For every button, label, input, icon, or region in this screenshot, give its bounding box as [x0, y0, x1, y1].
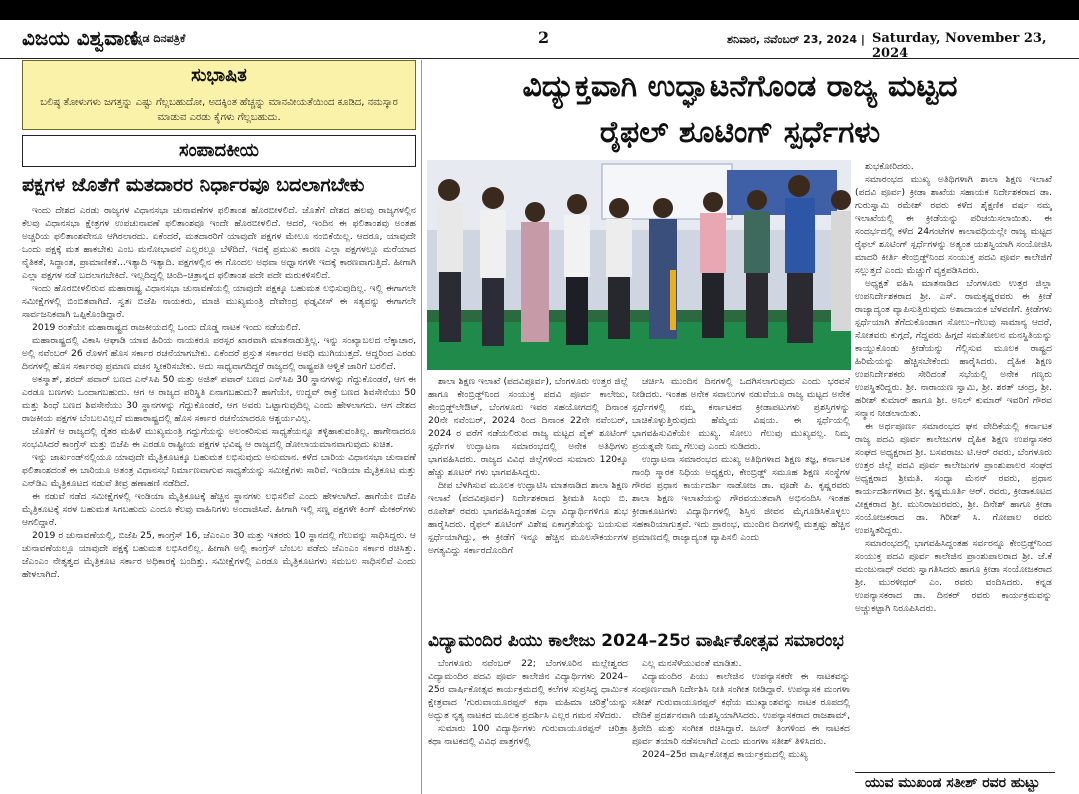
second-story-headline: ವಿದ್ಯಾಮಂದಿರ ಪಿಯು ಕಾಲೇಜು 2024–25ರ ವಾರ್ಷಿಕೋತ್ಸವ ಸಮಾರಂಭ	[428, 631, 844, 651]
feature-paragraph: ಶುಭಕೋರಿದರು.	[865, 161, 914, 172]
feature-paragraph: ಅಧ್ಯಕ್ಷತೆ ವಹಿಸಿ ಮಾತನಾಡಿದ ಬೆಂಗಳೂರು ಉತ್ತರ ಜಿಲ್ಲಾ ಉಪನಿರ್ದೇಶಕರಾದ ಶ್ರೀ. ಎಸ್. ರಾಮಕೃಷ್ಣರವರು ಈ ಕ್ರೀಡೆ ರಾಜ್ಯಾದ್ಯಂತ ವ್ಯಾಪಿಸುತ್ತಿರುವುದು ಅಶಾದಾಯಕ ಬೆಳವಣಿಗೆ. ಕ್ರೀಡೆಗಳು ಸ್ಪರ್ಧೆಯಾಗಿ ತೆಗೆದುಕೊಂಡಾಗ ಸೋಲು–ಗೆಲುವು ಸಾಮಾನ್ಯ ಆದರೆ, ಸೋತವರು ಕುಗ್ಗದೆ, ಗೆದ್ದವರು ಹಿಗ್ಗದೆ ಸಮತೋಲನ ಮನಸ್ಥಿತಿಯನ್ನು ಕಾಯ್ದುಕೊಂಡು ಕ್ರೀಡೆಯನ್ನು ಗೆಲ್ಲಿಸುವ ಮೂಲಕ ರಾಷ್ಟ್ರದ ಹಿರಿಮೆಯನ್ನು ಹೆಚ್ಚಿಸಬೇಕೆಂದು ಹಾರೈಸಿದರು. ದೈಹಿಕ ಶಿಕ್ಷಣ ಉಪನಿರ್ದೇಶಕರು ಸೇರಿದಂತೆ ಸಭೆಯಲ್ಲಿ ಅನೇಕ ಗಣ್ಯರು ಉಪಸ್ಥಿತರಿದ್ದರು. ಶ್ರೀ. ನಾರಾಯಣ ಸ್ವಾಮಿ, ಶ್ರೀ. ಶರತ್ ಚಂದ್ರ, ಶ್ರೀ. ಹರೀಶ್ ಕುಮಾರ್ ಹಾಗೂ ಶ್ರೀ. ಅನಿಲ್ ಕುಮಾರ್ ಇವರಿಗೆ ಗೌರವ ಸನ್ಮಾನ ನೀಡಲಾಯಿತು.	[855, 278, 1052, 419]
box-story-headline: ಯುವ ಮುಖಂಡ ಸತೀಶ್ ರವರ ಹುಟ್ಟು	[855, 772, 1055, 794]
second-story-paragraph: 2024–25ರ ವಾರ್ಷಿಕೋತ್ಸವ ಕಾರ್ಯಕ್ರಮದಲ್ಲಿ ಮುಖ್ಯ	[642, 749, 808, 760]
second-story-column-2	[632, 657, 850, 794]
masthead	[0, 20, 1079, 59]
editorial-paragraph: ಜೊತೆಗೆ ಆ ರಾಜ್ಯದಲ್ಲಿ ರೈತರ ಮಹಿಳೆ ಮುಖ್ಯಮಂತ್ರಿ ಗದ್ದುಗೆಯನ್ನು ಅಲಂಕರಿಸುವ ಸಾಧ್ಯತೆಯನ್ನೂ ತಳ್ಳಿಹಾಕುವಂತಿಲ್ಲ. ಹಾಗೇನಾದರೂ ಸಂಭವಿಸಿದರೆ ಕಾಂಗ್ರೆಸ್ ಮತ್ತು ಬಿಜೆಪಿ ಈ ಎರಡೂ ರಾಷ್ಟ್ರೀಯ ಪಕ್ಷಗಳ ಭವಿಷ್ಯ ಆ ರಾಜ್ಯದಲ್ಲಿ ಡೋಲಾಯಮಾನವಾಗುವುದು ಖಚಿತ.	[22, 426, 416, 450]
page-number: 2	[538, 28, 550, 47]
feature-column-3	[855, 160, 1052, 788]
editorial-label-box	[22, 135, 416, 167]
second-story-column-1	[428, 657, 628, 794]
editorial-body	[22, 204, 416, 794]
editorial-paragraph: ಮಹಾರಾಷ್ಟ್ರದಲ್ಲಿ ವಿಕಾಸಿ ಆಘಾಡಿ ಯಾವ ಹಿರಿಯ ನಾಯಕರೂ ಪರಸ್ಪರ ಖಾರವಾಗಿ ಮಾತನಾಡುತ್ತಿಲ್ಲ. ಇನ್ನು ಸಂಖ್ಯಾಬಲದ ಲೆಕ್ಕಾಚಾರ, ಅಲ್ಲಿ ನವೆಂಬರ್ 26 ರೊಳಗೆ ಹೊಸ ಸರ್ಕಾರ ರಚನೆಯಾಗಬೇಕು. ಏಕೆಂದರೆ ಪ್ರಸ್ತುತ ಸರ್ಕಾರದ ಅವಧಿ ಮುಗಿಯುತ್ತದೆ. ಆದ್ದರಿಂದ ಎರಡು ದಿನಗಳಲ್ಲಿ ಹೊಸ ಸರ್ಕಾರವು ಪ್ರಮಾಣ ವಚನ ಸ್ವೀಕರಿಸಬೇಕು. ಅದು ಸಾಧ್ಯವಾಗದಿದ್ದರೆ ರಾಜ್ಯದಲ್ಲಿ ರಾಷ್ಟ್ರಪತಿ ಆಳ್ವಿಕೆ ಜಾರಿಗೆ ಬರಲಿದೆ.	[22, 335, 416, 372]
feature-column-1	[428, 375, 628, 625]
second-story-paragraph: ಬೆಂಗಳೂರು ನವೆಂಬರ್ 22; ಬೆಂಗಳೂರಿನ ಮಲ್ಲೇಶ್ವರದ ವಿದ್ಯಾಮಂದಿರ ಪದವಿ ಪೂರ್ವ ಕಾಲೇಜಿನ ವಿದ್ಯಾರ್ಥಿಗಳು 2024–25ರ ವಾರ್ಷಿಕೋತ್ಸವ ಕಾರ್ಯಕ್ರಮದಲ್ಲಿ ಕಲೆಗಳ ಸುಪ್ರಸಿದ್ಧ ಧಾರ್ಮಿಕ ಕ್ಷೇತ್ರವಾದ 'ಗುರುವಾಯೂರಪ್ಪನ್ ಕಥಾ ಮಹಿಮಾ ಚರಿತ್ರೆ'ಯನ್ನು ಅದ್ಭುತ ನೃತ್ಯ ನಾಟಕದ ಮೂಲಕ ಪ್ರದರ್ಶಿಸಿ ಎಲ್ಲರ ಗಮನ ಸೆಳೆದರು.	[428, 658, 628, 721]
feature-headline	[425, 64, 1055, 156]
subhashita-title: ಸುಭಾಷಿತ	[191, 65, 247, 86]
date-kannada: ಶನಿವಾರ, ನವೆಂಬರ್ 23, 2024 |	[727, 33, 865, 46]
subhashita-text: ಬಲಿಷ್ಠ ತೋಳುಗಳು ಜಗತ್ತನ್ನು ಎಷ್ಟು ಗೆಲ್ಲಬಹುದೋ, ಅದಕ್ಕಿಂತ ಹೆಚ್ಚನ್ನು ಮಾನವೀಯತೆಯಿಂದ ಕೂಡಿದ, ನಮಸ್ಕಾರ ಮಾಡುವ ಎರಡು ಕೈಗಳು ಗೆಲ್ಲಬಹುದು.	[40, 97, 398, 123]
second-story-paragraph: ಸುಮಾರು 100 ವಿದ್ಯಾರ್ಥಿಗಳು ಗುರುವಾಯೂರಪ್ಪನ್ ಚರಿತ್ರಾ ಕಥಾ ನಾಟಕದಲ್ಲಿ ವಿವಿಧ ಪಾತ್ರಗಳಲ್ಲಿ	[428, 723, 628, 747]
editorial-paragraph: ಈ ನಡುವೆ ನಡೆದ ಸಮೀಕ್ಷೆಗಳಲ್ಲಿ ಇಂಡಿಯಾ ಮೈತ್ರಿಕೂಟಕ್ಕೆ ಹೆಚ್ಚಿನ ಸ್ಥಾನಗಳು ಲಭಿಸಲಿವೆ ಎಂದು ಹೇಳಲಾಗಿದೆ. ಹಾಗೆಯೇ ಬಿಜೆಪಿ ಮೈತ್ರಿಕೂಟಕ್ಕೆ ಸರಳ ಬಹುಮತ ಸಿಗಬಹುದು ಎಂದೂ ಕೆಲವು ವಾಹಿನಿಗಳು ಅಂದಾಜಿಸಿವೆ. ಹೀಗಾಗಿ ಇಲ್ಲಿ ಸಣ್ಣ ಪಕ್ಷಗಳೇ ಕಿಂಗ್ ಮೇಕರ್‌ಗಳು ಆಗಲಿದ್ದಾರೆ.	[22, 491, 416, 528]
feature-paragraph: ಈ ಅರ್ಥಪೂರ್ಣ ಸಮಾರಂಭದ ಘನ ವೇದಿಕೆಯಲ್ಲಿ ಕರ್ನಾಟಕ ರಾಜ್ಯ ಪದವಿ ಪೂರ್ವ ಕಾಲೇಜುಗಳ ದೈಹಿಕ ಶಿಕ್ಷಣ ಉಪನ್ಯಾಸಕರ ಸಂಘದ ಅಧ್ಯಕ್ಷರಾದ ಶ್ರೀ. ಬಸವರಾಜು ಟಿ.ಆರ್ ರವರು, ಬೆಂಗಳೂರು ಉತ್ತರ ಜಿಲ್ಲೆ ಪದವಿ ಪೂರ್ವ ಕಾಲೇಜುಗಳ ಪ್ರಾಂಶುಪಾಲರ ಸಂಘದ ಅಧ್ಯಕ್ಷರಾದ ಶ್ರೀಮತಿ. ಸಂಧ್ಯಾ ಮೆನನ್ ರವರು, ಪ್ರಧಾನ ಕಾರ್ಯದರ್ಶಿಗಳಾದ ಶ್ರೀ. ಕೃಷ್ಣಮೂರ್ತಿ ಆರ್. ರವರು, ಕ್ರೀಡಾಕೂಟದ ವೀಕ್ಷಕರಾದ ಶ್ರೀ. ಮುನಿರಾಜುರವರು, ಶ್ರೀ. ದಿನೇಶ್ ಹಾಗೂ ಕ್ರೀಡಾ ಸಂಯೋಜಕರಾದ ಡಾ. ಗಿರೀಶ್ ಸಿ. ಗೋಪಾಲ ರವರು ಉಪಸ್ಥಿತರಿದ್ದರು.	[855, 421, 1052, 536]
editorial-paragraph: ಅಕಸ್ಮಾತ್, ಶರದ್ ಪವಾರ್ ಬಣದ ಎನ್‌ಸಿಪಿ 50 ಮತ್ತು ಅಜಿತ್ ಪವಾರ್ ಬಣದ ಎನ್‌ಸಿಪಿ 30 ಸ್ಥಾನಗಳನ್ನು ಗೆದ್ದುಕೊಂಡರೆ, ಆಗ ಈ ಎರಡೂ ಬಣಗಳು ಒಂದಾಗಬಹುದು. ಆಗ ಆ ರಾಜ್ಯದ ಪರಿಸ್ಥಿತಿ ಏನಾಗಬಹುದು? ಹಾಗೆಯೇ, ಉದ್ಧವ್ ಠಾಕ್ರೆ ಬಣದ ಶಿವಸೇನೆಯು 50 ಮತ್ತು ಶಿಂಧೆ ಬಣದ ಶಿವಸೇನೆಯು 30 ಸ್ಥಾನಗಳನ್ನು ಗೆದ್ದುಕೊಂಡರೆ, ಆಗ ಅವರು ಒಟ್ಟಾಗುವುದಿಲ್ಲ ಎಂದು ಹೇಳಲಾಗದು. ಆಗ ದೇಶದ ರಾಜಕೀಯ ಪಕ್ಷಗಳ ಬೆಂಬಲವಿಲ್ಲದೆ ಮಹಾರಾಷ್ಟ್ರದಲ್ಲಿ ಹೊಸ ಸರ್ಕಾರ ರಚನೆಯಾದರೂ ಆಶ್ಚರ್ಯವಿಲ್ಲ.	[22, 374, 416, 424]
editorial-paragraph: ಇನ್ನು ಜಾರ್ಖಂಡ್‌ನಲ್ಲಿಯೂ ಯಾವುದೇ ಮೈತ್ರಿಕೂಟಕ್ಕೂ ಬಹುಮತ ಲಭಿಸುವುದು ಅನುಮಾನ. ಕಳೆದ ಬಾರಿಯ ವಿಧಾನಸಭಾ ಚುನಾವಣೆ ಫಲಿತಾಂಶದಂತೆ ಈ ಬಾರಿಯೂ ಅತಂತ್ರ ವಿಧಾನಸಭೆ ನಿರ್ಮಾಣವಾಗುವ ಸಾಧ್ಯತೆಯನ್ನು ಸಮೀಕ್ಷೆಗಳು ಸಾರಿವೆ. ಇಂಡಿಯಾ ಮೈತ್ರಿಕೂಟ ಮತ್ತು ಎನ್‌ಡಿಎ ಮೈತ್ರಿಕೂಟದ ನಡುವೆ ತೀವ್ರ ಹಣಾಹಣಿ ನಡೆದಿದೆ.	[22, 452, 416, 489]
subhashita-box	[22, 60, 416, 130]
feature-column-2	[632, 375, 850, 625]
newspaper-brand: ವಿಜಯ ವಿಶ್ವವಾಣಿ	[22, 26, 139, 50]
event-photo	[427, 160, 851, 370]
feature-paragraph: ಉದ್ಘಾಟನಾ ಸಮಾರಂಭದ ಮುಖ್ಯ ಅತಿಥಿಗಳಾದ ಶಿಕ್ಷಣ ತಜ್ಞ, ಕರ್ನಾಟಕ ಗಾಂಧಿ ಸ್ಮಾರಕ ನಿಧಿಯ ಅಧ್ಯಕ್ಷರು, ಕೇಂಬ್ರಿಡ್ಜ್ ಸಮೂಹ ಶಿಕ್ಷಣ ಸಂಸ್ಥೆಗಳ ಗೌರವ ಪ್ರಧಾನ ಕಾರ್ಯದರ್ಶಿ ನಾಡೋಜ ಡಾ. ವೂಡೇ ಪಿ. ಕೃಷ್ಣರವರು ಶಾಲಾ ಶಿಕ್ಷಣ ಇಲಾಖೆಯನ್ನು ಗೌರವಯುತವಾಗಿ ಅಭಿನಂದಿಸಿ ಇಂತಹ ಕ್ರೀಡಾಕೂಟಗಳು ವಿದ್ಯಾರ್ಥಿಗಳಲ್ಲಿ ಶಿಸ್ತಿನ ಜೀವನ ಮೈಗೂಡಿಸಿಕೊಳ್ಳಲು ಸಹಕಾರಿಯಾಗುತ್ತವೆ. ಇದು ಪ್ರಾರಂಭ, ಮುಂದಿನ ದಿನಗಳಲ್ಲಿ ಮತ್ತಷ್ಟು ಹೆಚ್ಚಿನ ಪ್ರಮಾಣದಲ್ಲಿ ರಾಜ್ಯಾದ್ಯಂತ ವ್ಯಾಪಿಸಲಿ ಎಂದು	[632, 454, 850, 543]
editorial-paragraph: ಇಂದು ದೇಶದ ಎರಡು ರಾಜ್ಯಗಳ ವಿಧಾನಸಭಾ ಚುನಾವಣೆಗಳ ಫಲಿತಾಂಶ ಹೊರಬೀಳಲಿದೆ. ಜೊತೆಗೆ ದೇಶದ ಹಲವು ರಾಜ್ಯಗಳಲ್ಲಿನ ಕೆಲವು ವಿಧಾನಸಭಾ ಕ್ಷೇತ್ರಗಳ ಉಪಚುನಾವಣೆ ಫಲಿತಾಂಶವೂ ಇಂದೇ ಹೊರಬೀಳಲಿದೆ. ಆದರೆ, ಇಂದಿನ ಈ ಫಲಿತಾಂಶವು ಅಂತಹ ಅಚ್ಚರಿಯ ಫಲಿತಾಂಶವೇನೂ ಆಗಿರಲಾರದು. ಏಕೆಂದರೆ, ಮತದಾರರಿಗೆ ಯಾವುದೇ ಪಕ್ಷಗಳ ಮೇಲೂ ನಂಬಿಕೆಯಿಲ್ಲ. ಆದರೂ, ಯಾವುದೇ ಒಂದು ಪಕ್ಷಕ್ಕೆ ಮತ ಹಾಕಬೇಕು ಎಂಬ ಮನೋಭಾವನೆ ಎಲ್ಲರಲ್ಲೂ ಬೆಳೆದಿದೆ. ಇದಕ್ಕೆ ಪ್ರಮುಖ ಕಾರಣ ಎಲ್ಲಾ ಪಕ್ಷಗಳಲ್ಲೂ ಮರೆಯಾದ ನೈತಿಕತೆ, ಸಿದ್ಧಾಂತ, ಪ್ರಾಮಾಣಿಕತೆ...ಇತ್ಯಾದಿ ಇತ್ಯಾದಿ. ಪಕ್ಷಗಳಲ್ಲಿನ ಈ ಗೊಂದಲ ಅಥವಾ ಅಧ್ವಾನಗಳೇ ಇದಕ್ಕೆ ಕಾರಣವಾಗುತ್ತಿದೆ. ಹೀಗಾಗಿ ಎಲ್ಲಾ ಪಕ್ಷಗಳ ನಡೆ ಬದಲಾಗಬೇಕಿದೆ. ಇಲ್ಲದಿದ್ದಲ್ಲಿ ಚಿಂದಿ–ಚಿತ್ರಾನ್ನದ ಫಲಿತಾಂಶ ಪದೇ ಪದೇ ಮರುಕಳಿಸಲಿದೆ.	[22, 205, 416, 281]
feature-headline-line-2: ರೈಫಲ್ ಶೂಟಿಂಗ್ ಸ್ಪರ್ಧೆಗಳು	[599, 115, 881, 150]
editorial-label: ಸಂಪಾದಕೀಯ	[179, 140, 259, 161]
top-black-bar	[0, 0, 1079, 20]
second-story-paragraph: ಎಲ್ಲ ಮನಸೆಳೆಯುವಂತೆ ಮಾಡಿತು.	[642, 658, 742, 669]
newspaper-brand-subtitle: ಕನ್ನಡ ದಿನಪತ್ರಿಕೆ	[130, 32, 186, 45]
feature-paragraph: ಶಾಲಾ ಶಿಕ್ಷಣ ಇಲಾಖೆ (ಪದವಿಪೂರ್ವ), ಬೆಂಗಳೂರು ಉತ್ತರ ಜಿಲ್ಲೆ ಹಾಗೂ ಕೇಂಬ್ರಿಡ್ಜ್‌ನಿಂದ ಸಂಯುಕ್ತ ಪದವಿ ಪೂರ್ವ ಕಾಲೇಜು, ಕೇಂಬ್ರಿಡ್ಜ್‌ಲೇಔಟ್, ಬೆಂಗಳೂರು ಇವರ ಸಹಯೋಗದಲ್ಲಿ ದಿನಾಂಕ 20ನೇ ನವೆಂಬರ್, 2024 ರಿಂದ ದಿನಾಂಕ 22ನೇ ನವೆಂಬರ್, 2024 ರ ವರೆಗೆ ನಡೆಯಲಿರುವ ರಾಜ್ಯ ಮಟ್ಟದ ಪೈಕ್ ಶೂಟಿಂಗ್ ಸ್ಪರ್ಧೆಗಳ ಉದ್ಘಾಟನಾ ಸಮಾರಂಭದಲ್ಲಿ ಅನೇಕ ಅತಿಥಿಗಳು ಭಾಗವಹಿಸಿದರು. ರಾಜ್ಯದ ವಿವಿಧ ಜಿಲ್ಲೆಗಳಿಂದ ಸುಮಾರು 120ಕ್ಕೂ ಹೆಚ್ಚು ಶೂಟರ್ ಗಳು ಭಾಗವಹಿಸಿದ್ದರು.	[428, 376, 628, 478]
feature-paragraph: ಸಮಾರಂಭದ ಮುಖ್ಯ ಅತಿಥಿಗಳಾಗಿ ಶಾಲಾ ಶಿಕ್ಷಣ ಇಲಾಖೆ (ಪದವಿ ಪೂರ್ವ) ಕ್ರೀಡಾ ಶಾಖೆಯ ಸಹಾಯಕ ನಿರ್ದೇಶಕರಾದ ಡಾ. ಗುರುಸ್ವಾಮಿ ರಮೇಶ್ ರವರು ಕಳೆದ ಶೈಕ್ಷಣಿಕ ವರ್ಷ ನಮ್ಮ ಇಲಾಖೆಯಲ್ಲಿ ಈ ಕ್ರೀಡೆಯನ್ನು ಪರಿಚಯಿಸಲಾಯಿತು. ಈ ಸಂದರ್ಭದಲ್ಲಿ ಕಳೆದ 24ಗಂಟೆಗಳ ಕಾಲಾವಧಿಯಲ್ಲೇ ರಾಜ್ಯ ಮಟ್ಟದ ರೈಫಲ್ ಶೂಟಿಂಗ್ ಸ್ಪರ್ಧೆಗಳನ್ನು ಅತ್ಯಂತ ಯಶಸ್ವಿಯಾಗಿ ಸಂಯೋಜಿಸಿ ಮಾದರಿ ಕೀರ್ತಿ ಕೇಂಬ್ರಿಡ್ಜ್‌ನಿಂದ ಸಂಯುಕ್ತ ಪದವಿ ಪೂರ್ವ ಕಾಲೇಜಿಗೆ ಸಲ್ಲುತ್ತದೆ ಎಂದು ಮೆಚ್ಚುಗೆ ವ್ಯಕ್ತಪಡಿಸಿದರು.	[855, 174, 1052, 276]
date-english: Saturday, November 23, 2024	[872, 31, 1047, 61]
editorial-paragraph: 2019 ರ ಚುನಾವಣೆಯಲ್ಲಿ, ಬಿಜೆಪಿ 25, ಕಾಂಗ್ರೆಸ್ 16, ಜೆಎಂಎಂ 30 ಮತ್ತು ಇತರರು 10 ಸ್ಥಾನದಲ್ಲಿ ಗೆಲುವನ್ನು ಸಾಧಿಸಿದ್ದರು. ಆ ಚುನಾವಣೆಯಲ್ಲೂ ಯಾವುದೇ ಪಕ್ಷಕ್ಕೆ ಬಹುಮತ ಲಭಿಸಿರಲಿಲ್ಲ. ಹೀಗಾಗಿ ಅಲ್ಲಿ ಕಾಂಗ್ರೆಸ್ ಬೆಂಬಲ ಪಡೆದು ಜೆಎಂಎಂ ಸರ್ಕಾರ ರಚಿಸಿತ್ತು. ಜೆಎಂಎಂ ನೇತೃತ್ವದ ಮೈತ್ರಿಕೂಟ ಸರ್ಕಾರ ಅಧಿಕಾರಕ್ಕೆ ಬಂದಿತ್ತು. ಸಮೀಕ್ಷೆಗಳಲ್ಲಿ ಎರಡೂ ಮೈತ್ರಿಕೂಟಗಳು ಸಮಬಲ ಸಾಧಿಸಲಿವೆ ಎಂದು ಹೇಳಲಾಗಿದೆ.	[22, 530, 416, 580]
column-divider	[421, 60, 422, 794]
editorial-paragraph: ಇಂದು ಹೊರಬೀಳಲಿರುವ ಮಹಾರಾಷ್ಟ್ರ ವಿಧಾನಸಭಾ ಚುನಾವಣೆಯಲ್ಲಿ ಯಾವುದೇ ಪಕ್ಷಕ್ಕೂ ಬಹುಮತ ಲಭಿಸುವುದಿಲ್ಲ. ಇಲ್ಲಿ ಈಗಾಗಲೇ ಸಮೀಕ್ಷೆಗಳಲ್ಲಿ ಬಿಂಬಿತವಾಗಿದೆ. ಸ್ವತಃ ಬಿಜೆಪಿ ನಾಯಕರು, ಮಾಜಿ ಮುಖ್ಯಮಂತ್ರಿ ದೇವೇಂದ್ರ ಫಡ್ನವೀಸ್ ಈ ಸತ್ಯವನ್ನು ಈಗಾಗಲೇ ಸಾರ್ವಜನಿಕವಾಗಿ ಒಪ್ಪಿಕೊಂಡಿದ್ದಾರೆ.	[22, 283, 416, 320]
feature-headline-line-1: ವಿದ್ಯುಕ್ತವಾಗಿ ಉದ್ಘಾಟನೆಗೊಂಡ ರಾಜ್ಯ ಮಟ್ಟದ	[522, 69, 958, 104]
feature-paragraph: ದೀಪ ಬೆಳಗಿಸುವ ಮೂಲಕ ಉದ್ಘಾಟಿಸಿ ಮಾತನಾಡಿದ ಶಾಲಾ ಶಿಕ್ಷಣ ಇಲಾಖೆ (ಪದವಿಪೂರ್ವ) ನಿರ್ದೇಶಕರಾದ ಶ್ರೀಮತಿ ಸಿಂಧು ಬಿ. ರೂಪೇಶ್ ರವರು ಭಾಗವಹಿಸಿದ್ದಂತಹ ಎಲ್ಲಾ ವಿದ್ಯಾರ್ಥಿಗಳಿಗೂ ಶುಭ ಹಾರೈಸಿದರು. ರೈಫಲ್ ಶೂಟಿಂಗ್ ವಿಶೇಷ ಏಕಾಗ್ರತೆಯನ್ನು ಬಯಸುವ ಸ್ಪರ್ಧೆಯಾಗಿದ್ದು, ಈ ಕ್ರೀಡೆಗೆ ಇನ್ನೂ ಹೆಚ್ಚಿನ ಮೂಲಸೌಕರ್ಯಗಳ ಅಗತ್ಯವಿದ್ದು ಸರ್ಕಾರದೊಂದಿಗೆ	[428, 480, 628, 556]
feature-paragraph: ಸಮಾರಂಭದಲ್ಲಿ ಭಾಗವಹಿಸಿದ್ದಂತಹ ಸರ್ವರನ್ನೂ ಕೇಂಬ್ರಿಡ್ಜ್‌ನಿಂದ ಸಂಯುಕ್ತ ಪದವಿ ಪೂರ್ವ ಕಾಲೇಜಿನ ಪ್ರಾಂಶುಪಾಲರಾದ ಶ್ರೀ. ಜೆ.ಕೆ ಮಂಜುನಾಥ್ ರವರು ಸ್ವಾಗತಿಸಿದರು ಹಾಗೂ ಕ್ರೀಡಾ ಸಂಯೋಜಕರಾದ ಶ್ರೀ. ಮುರಳೀಧರ್ ಎಂ. ರವರು ವಂದಿಸಿದರು. ಕನ್ನಡ ಉಪನ್ಯಾಸಕರಾದ ಡಾ. ದಿನಕರ್ ರವರು ಕಾರ್ಯಕ್ರಮವನ್ನು ಅಚ್ಚುಕಟ್ಟಾಗಿ ನಿರೂಪಿಸಿದರು.	[855, 538, 1052, 614]
editorial-headline: ಪಕ್ಷಗಳ ಜೊತೆಗೆ ಮತದಾರರ ನಿರ್ಧಾರವೂ ಬದಲಾಗಬೇಕು	[22, 174, 365, 196]
feature-paragraph: ಚರ್ಚಿಸಿ ಮುಂದಿನ ದಿನಗಳಲ್ಲಿ ಒದಗಿಸಲಾಗುವುದು ಎಂದು ಭರವಸೆ ನೀಡಿದರು. ಇಂತಹ ಅನೇಕ ಸವಾಲುಗಳ ನಡುವೆಯೂ ರಾಜ್ಯ ಮಟ್ಟದ ಅನೇಕ ಸ್ಪರ್ಧೆಗಳಲ್ಲಿ ನಮ್ಮ ಕರ್ನಾಟಕದ ಕ್ರೀಡಾಪಟುಗಳು ಪ್ರಶಸ್ತಿಗಳನ್ನು ಬಾಚಿಕೊಳ್ಳುತ್ತಿರುವುದು ಹೆಮ್ಮೆಯ ವಿಷಯ. ಈ ಸ್ಪರ್ಧೆಯಲ್ಲಿ ಭಾಗವಹಿಸುವಿಕೆಯೇ ಮುಖ್ಯ. ಸೋಲು ಗೆಲುವು ಮುಖ್ಯವಲ್ಲ. ನಿಮ್ಮ ಪ್ರಯತ್ನವೇ ನಿಮ್ಮ ಗೆಲುವು ಎಂದು ನುಡಿದರು.	[632, 376, 850, 452]
second-story-paragraph: ವಿದ್ಯಾಮಂದಿರ ಪಿಯು ಕಾಲೇಜಿನ ಉಪನ್ಯಾಸಕರೇ ಈ ನಾಟಕವನ್ನು ಸಂಪೂರ್ಣವಾಗಿ ನಿರ್ದೇಶಿಸಿ ನೀತಿ ಸಂಗೀತ ನೀಡಿದ್ದಾರೆ. ಉಪನ್ಯಾಸಕ ಮಂಗಳಾ ಸತೀಶ್ ಗುರುವಾಯೂರಪ್ಪನ್ ಕಥೆಯ ಮುಖ್ಯಾಂಶವನ್ನು ನಾಟಕ ರೂಪದಲ್ಲಿ ವೇದಿಕೆ ಪ್ರದರ್ಶನವಾಗಿ ಯಶಸ್ವಿಯಾಗಿಸಿದರು. ಉಪನ್ಯಾಸಕರಾದ ರಾಜಶಾಮ್, ತ್ರಿವೇದಿ ಮತ್ತು ಸಂಗೀತ ರಚಿಸಿದ್ದಾರೆ. ಜೂನ್ ತಿಂಗಳಿಂದ ಈ ನಾಟಕದ ಪೂರ್ವ ತಯಾರಿ ನಡೆಸಲಾಗಿದೆ ಎಂದು ಮಂಗಳಾ ಸತೀಶ್ ತಿಳಿಸಿದರು.	[632, 671, 850, 747]
editorial-paragraph: 2019 ರಂತೆಯೇ ಮಹಾರಾಷ್ಟ್ರದ ರಾಜಕೀಯದಲ್ಲಿ ಒಂದು ದೊಡ್ಡ ನಾಟಕ ಇಂದು ನಡೆಯಲಿದೆ.	[32, 322, 301, 333]
